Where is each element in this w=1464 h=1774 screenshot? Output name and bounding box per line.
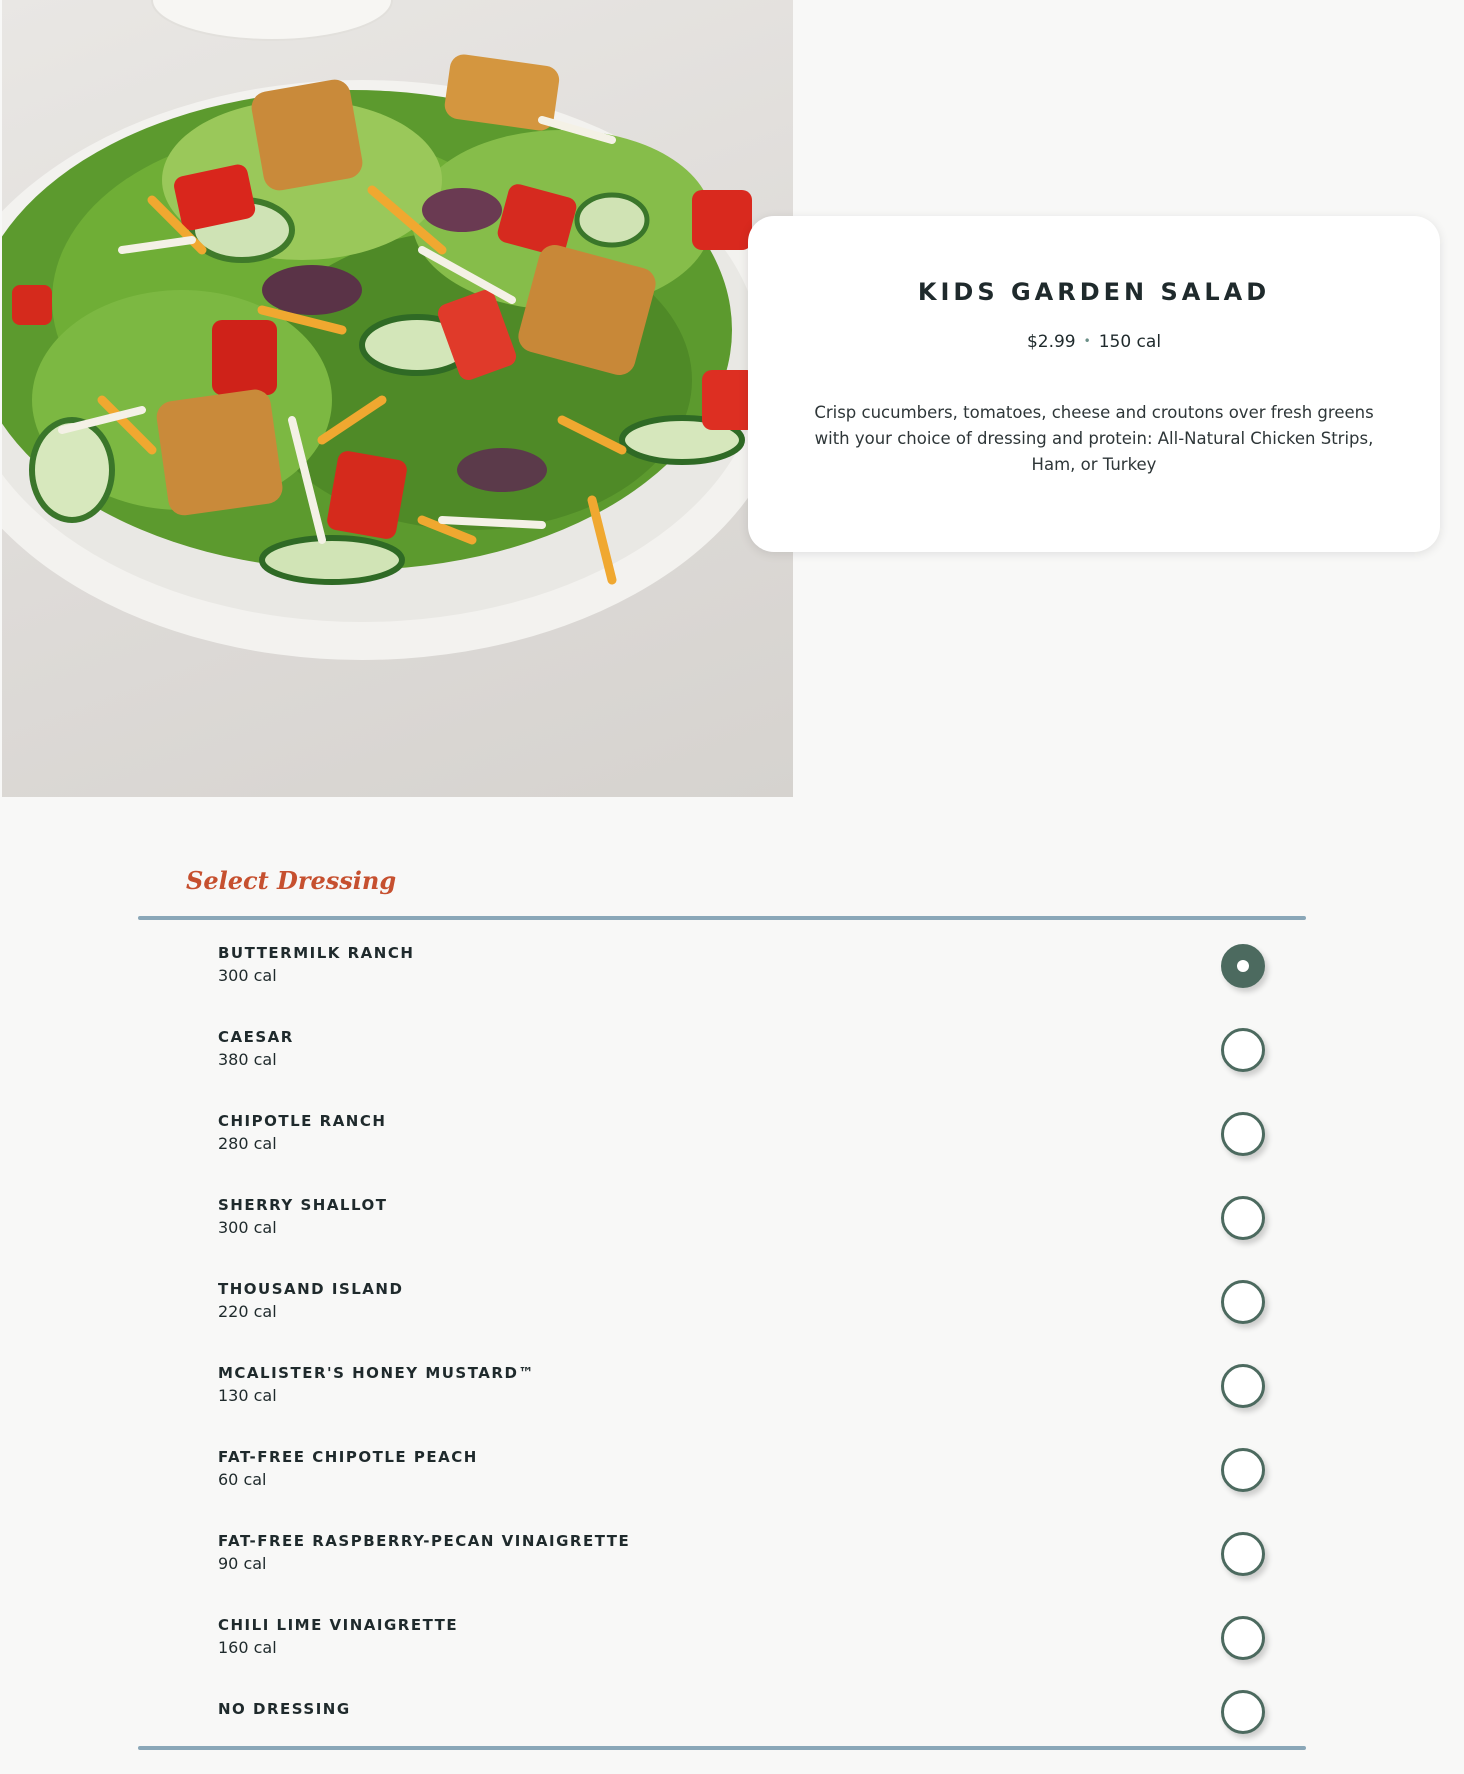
radio-unselected[interactable] bbox=[1221, 1532, 1265, 1576]
dressing-option-calories: 300 cal bbox=[218, 1218, 277, 1237]
dressing-option-calories: 380 cal bbox=[218, 1050, 277, 1069]
product-image bbox=[2, 0, 793, 797]
product-price: $2.99 bbox=[1026, 332, 1076, 352]
product-calories: 150 cal bbox=[1098, 332, 1162, 352]
dressing-option-name: FAT-FREE CHIPOTLE PEACH bbox=[218, 1448, 478, 1466]
radio-unselected[interactable] bbox=[1221, 1280, 1265, 1324]
dressing-option-name: CAESAR bbox=[218, 1028, 294, 1046]
dressing-option-name: CHILI LIME VINAIGRETTE bbox=[218, 1616, 459, 1634]
dressing-option[interactable] bbox=[138, 1350, 1306, 1424]
radio-unselected[interactable] bbox=[1221, 1112, 1265, 1156]
meta-separator: • bbox=[1083, 334, 1091, 348]
dressing-option-calories: 60 cal bbox=[218, 1470, 267, 1489]
radio-unselected[interactable] bbox=[1221, 1028, 1265, 1072]
dressing-option-calories: 130 cal bbox=[218, 1386, 277, 1405]
radio-unselected[interactable] bbox=[1221, 1364, 1265, 1408]
dressing-option[interactable] bbox=[138, 1098, 1306, 1172]
dressing-option-name: NO DRESSING bbox=[218, 1700, 351, 1718]
radio-unselected[interactable] bbox=[1221, 1196, 1265, 1240]
dressing-option-calories: 220 cal bbox=[218, 1302, 277, 1321]
dressing-option[interactable] bbox=[138, 930, 1306, 1004]
dressing-option[interactable] bbox=[138, 1434, 1306, 1508]
product-card bbox=[748, 216, 1440, 552]
radio-unselected[interactable] bbox=[1221, 1616, 1265, 1660]
radio-unselected[interactable] bbox=[1221, 1448, 1265, 1492]
dressing-option-name: SHERRY SHALLOT bbox=[218, 1196, 388, 1214]
dressing-option-name: BUTTERMILK RANCH bbox=[218, 944, 415, 962]
dressing-option-calories: 160 cal bbox=[218, 1638, 277, 1657]
dressing-option-name: THOUSAND ISLAND bbox=[218, 1280, 404, 1298]
dressing-option-calories: 280 cal bbox=[218, 1134, 277, 1153]
dressing-option-calories: 90 cal bbox=[218, 1554, 267, 1573]
product-meta bbox=[748, 332, 1440, 352]
radio-unselected[interactable] bbox=[1221, 1690, 1265, 1734]
dressing-option[interactable] bbox=[138, 1602, 1306, 1676]
product-description: Crisp cucumbers, tomatoes, cheese and croutons over fresh greens with your choice of dressing and protein: All-Natural Chicken Strips, Ham, or Turkey bbox=[814, 403, 1374, 474]
dressing-option[interactable] bbox=[138, 1014, 1306, 1088]
dressing-option[interactable] bbox=[138, 1266, 1306, 1340]
dressing-option-calories: 300 cal bbox=[218, 966, 277, 985]
salad-illustration bbox=[2, 0, 793, 797]
dressing-option-name: MCALISTER'S HONEY MUSTARD™ bbox=[218, 1364, 535, 1382]
section-divider-top bbox=[138, 916, 1306, 920]
radio-selected[interactable] bbox=[1221, 944, 1265, 988]
dressing-option[interactable] bbox=[138, 1182, 1306, 1256]
dressing-option-name: CHIPOTLE RANCH bbox=[218, 1112, 387, 1130]
section-divider-bottom bbox=[138, 1746, 1306, 1750]
dressing-option-name: FAT-FREE RASPBERRY-PECAN VINAIGRETTE bbox=[218, 1532, 631, 1550]
product-title: KIDS GARDEN SALAD bbox=[917, 278, 1271, 306]
select-dressing-heading: Select Dressing bbox=[186, 866, 397, 895]
dressing-option[interactable] bbox=[138, 1518, 1306, 1592]
